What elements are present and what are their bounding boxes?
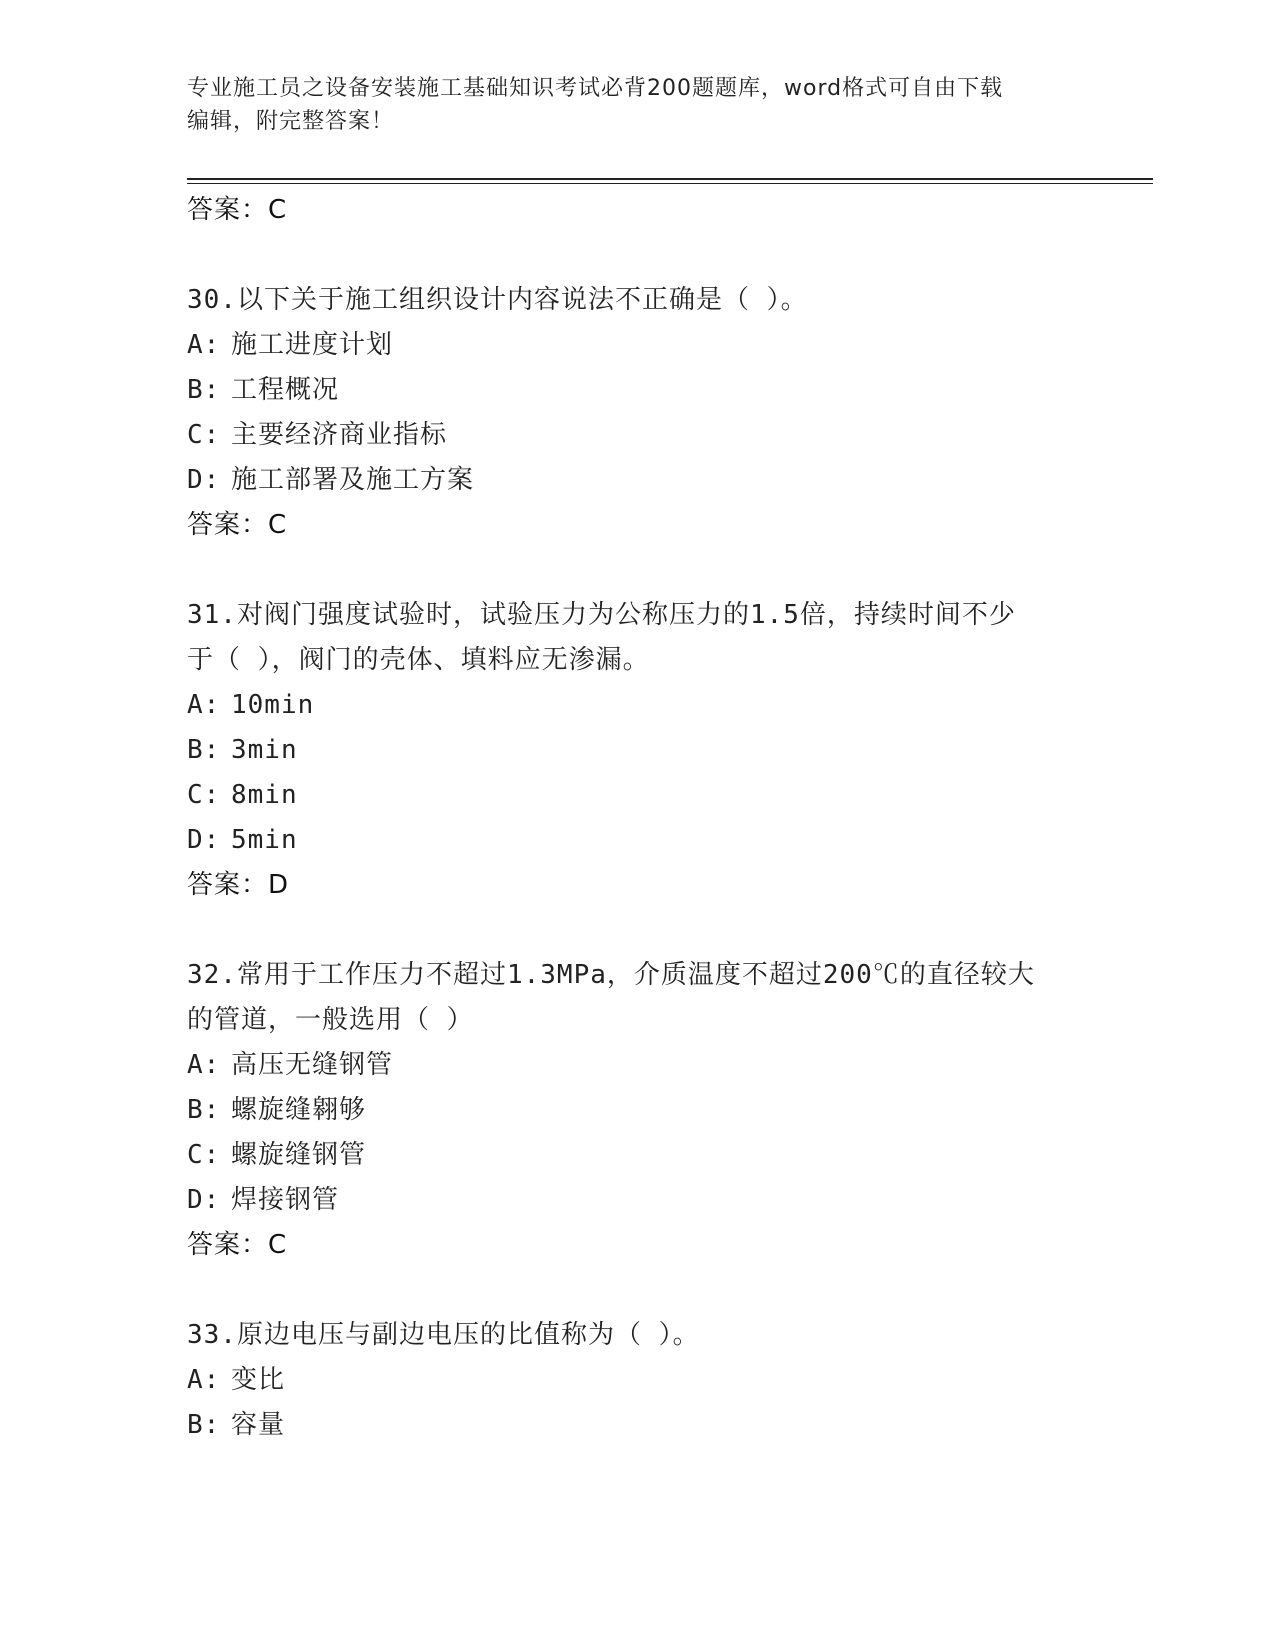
question-text-line-2: 的管道，一般选用（ ） — [187, 1005, 474, 1035]
option-text: 主要经济商业指标 — [231, 420, 448, 450]
question-30 — [187, 278, 1087, 548]
option-b — [187, 368, 1087, 413]
option-label: A: — [187, 690, 221, 720]
option-text: 容量 — [231, 1410, 286, 1440]
option-text: 高压无缝钢管 — [231, 1050, 394, 1080]
option-label: A: — [187, 1365, 221, 1395]
answer: 答案：D — [187, 870, 290, 900]
question-text: 30.以下关于施工组织设计内容说法不正确是（ ）。 — [187, 285, 808, 315]
option-b — [187, 728, 1087, 773]
option-label: A: — [187, 330, 221, 360]
answer: 答案：C — [187, 510, 288, 540]
option-text: 施工进度计划 — [231, 330, 394, 360]
option-text: 5min — [231, 825, 298, 855]
option-a — [187, 683, 1087, 728]
option-text: 施工部署及施工方案 — [231, 465, 475, 495]
answer: 答案：C — [187, 1230, 288, 1260]
option-d — [187, 818, 1087, 863]
question-text-line-1: 32.常用于工作压力不超过1.3MPa，介质温度不超过200℃的直径较大 — [187, 960, 1035, 990]
question-text-line-1: 31.对阀门强度试验时，试验压力为公称压力的1.5倍，持续时间不少 — [187, 600, 1016, 630]
option-b — [187, 1088, 1087, 1133]
option-a — [187, 323, 1087, 368]
option-label: B: — [187, 1095, 221, 1125]
option-b — [187, 1403, 1087, 1448]
option-text: 3min — [231, 735, 298, 765]
header-line-1: 专业施工员之设备安装施工基础知识考试必背200题题库，word格式可自由下载 — [187, 76, 1004, 101]
option-label: C: — [187, 420, 221, 450]
option-label: B: — [187, 375, 221, 405]
option-text: 螺旋缝翱够 — [231, 1095, 367, 1125]
option-label: C: — [187, 1140, 221, 1170]
question-32 — [187, 953, 1087, 1268]
question-33 — [187, 1313, 1087, 1448]
question-text: 33.原边电压与副边电压的比值称为（ ）。 — [187, 1320, 700, 1350]
option-text: 螺旋缝钢管 — [231, 1140, 367, 1170]
option-label: D: — [187, 1185, 221, 1215]
header-divider-thin — [187, 183, 1153, 184]
option-label: A: — [187, 1050, 221, 1080]
option-text: 焊接钢管 — [231, 1185, 340, 1215]
option-text: 8min — [231, 780, 298, 810]
option-label: B: — [187, 735, 221, 765]
previous-answer: 答案：C — [187, 195, 288, 225]
option-label: D: — [187, 465, 221, 495]
document-header — [187, 72, 1067, 138]
option-c — [187, 1133, 1087, 1178]
option-c — [187, 773, 1087, 818]
option-d — [187, 458, 1087, 503]
option-label: C: — [187, 780, 221, 810]
question-31 — [187, 593, 1087, 908]
question-text-line-2: 于（ ），阀门的壳体、填料应无渗漏。 — [187, 645, 650, 675]
question-content — [187, 188, 1087, 1448]
option-c — [187, 413, 1087, 458]
option-text: 工程概况 — [231, 375, 340, 405]
header-divider-thick — [187, 178, 1153, 180]
option-d — [187, 1178, 1087, 1223]
header-line-2: 编辑，附完整答案！ — [187, 109, 395, 134]
option-text: 10min — [231, 690, 315, 720]
option-text: 变比 — [231, 1365, 286, 1395]
option-a — [187, 1358, 1087, 1403]
option-label: D: — [187, 825, 221, 855]
option-a — [187, 1043, 1087, 1088]
option-label: B: — [187, 1410, 221, 1440]
